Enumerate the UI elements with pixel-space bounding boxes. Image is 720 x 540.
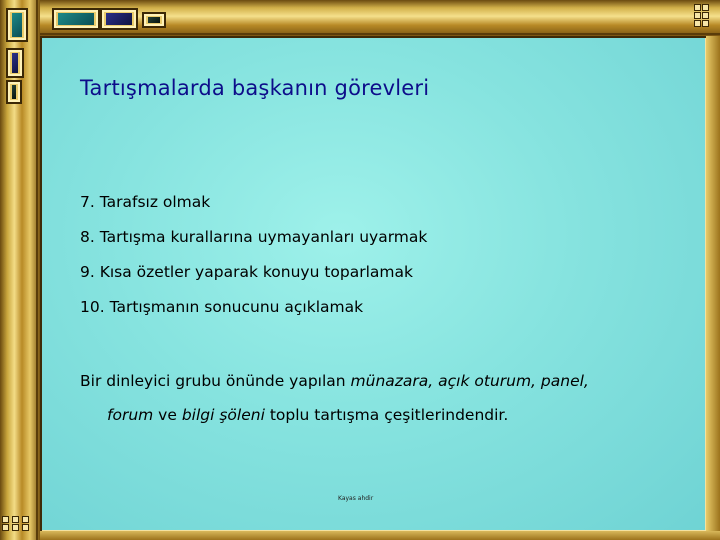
paragraph-text: Bir dinleyici grubu önünde yapılan [80,372,351,390]
footer-text: Kayas ahdir [338,495,374,502]
paragraph-text: toplu tartışma çeşitlerindendir. [264,406,509,424]
slide-title: Tartışmalarda başkanın görevleri [80,76,430,100]
list-item: 7. Tarafsız olmak [80,193,211,211]
plaque-dark-icon [6,80,22,104]
list-item: 8. Tartışma kurallarına uymayanları uyarmak [80,228,428,246]
plaque-navy-icon [6,48,24,78]
list-item: 9. Kısa özetler yaparak konuyu toparlamak [80,263,413,281]
slide-content [40,36,706,531]
frame-divider [36,0,38,540]
paragraph-emphasis: bilgi şöleni [181,406,265,424]
plaque-teal-icon [6,8,28,42]
frame-divider [40,33,720,35]
frame-right [706,36,720,531]
grid-ornament-icon [694,4,714,34]
plaque-teal-icon [52,8,100,30]
paragraph-line-1 [80,372,589,390]
paragraph-line-2 [107,406,508,424]
frame-bottom [40,531,720,540]
list-item: 10. Tartışmanın sonucunu açıklamak [80,298,364,316]
paragraph-emphasis: münazara, açık oturum, panel, [350,372,589,390]
paragraph-emphasis: forum [107,406,154,424]
plaque-navy-icon [100,8,138,30]
paragraph-text: ve [153,406,182,424]
grid-ornament-icon [2,516,38,536]
plaque-dark-icon [142,12,166,28]
